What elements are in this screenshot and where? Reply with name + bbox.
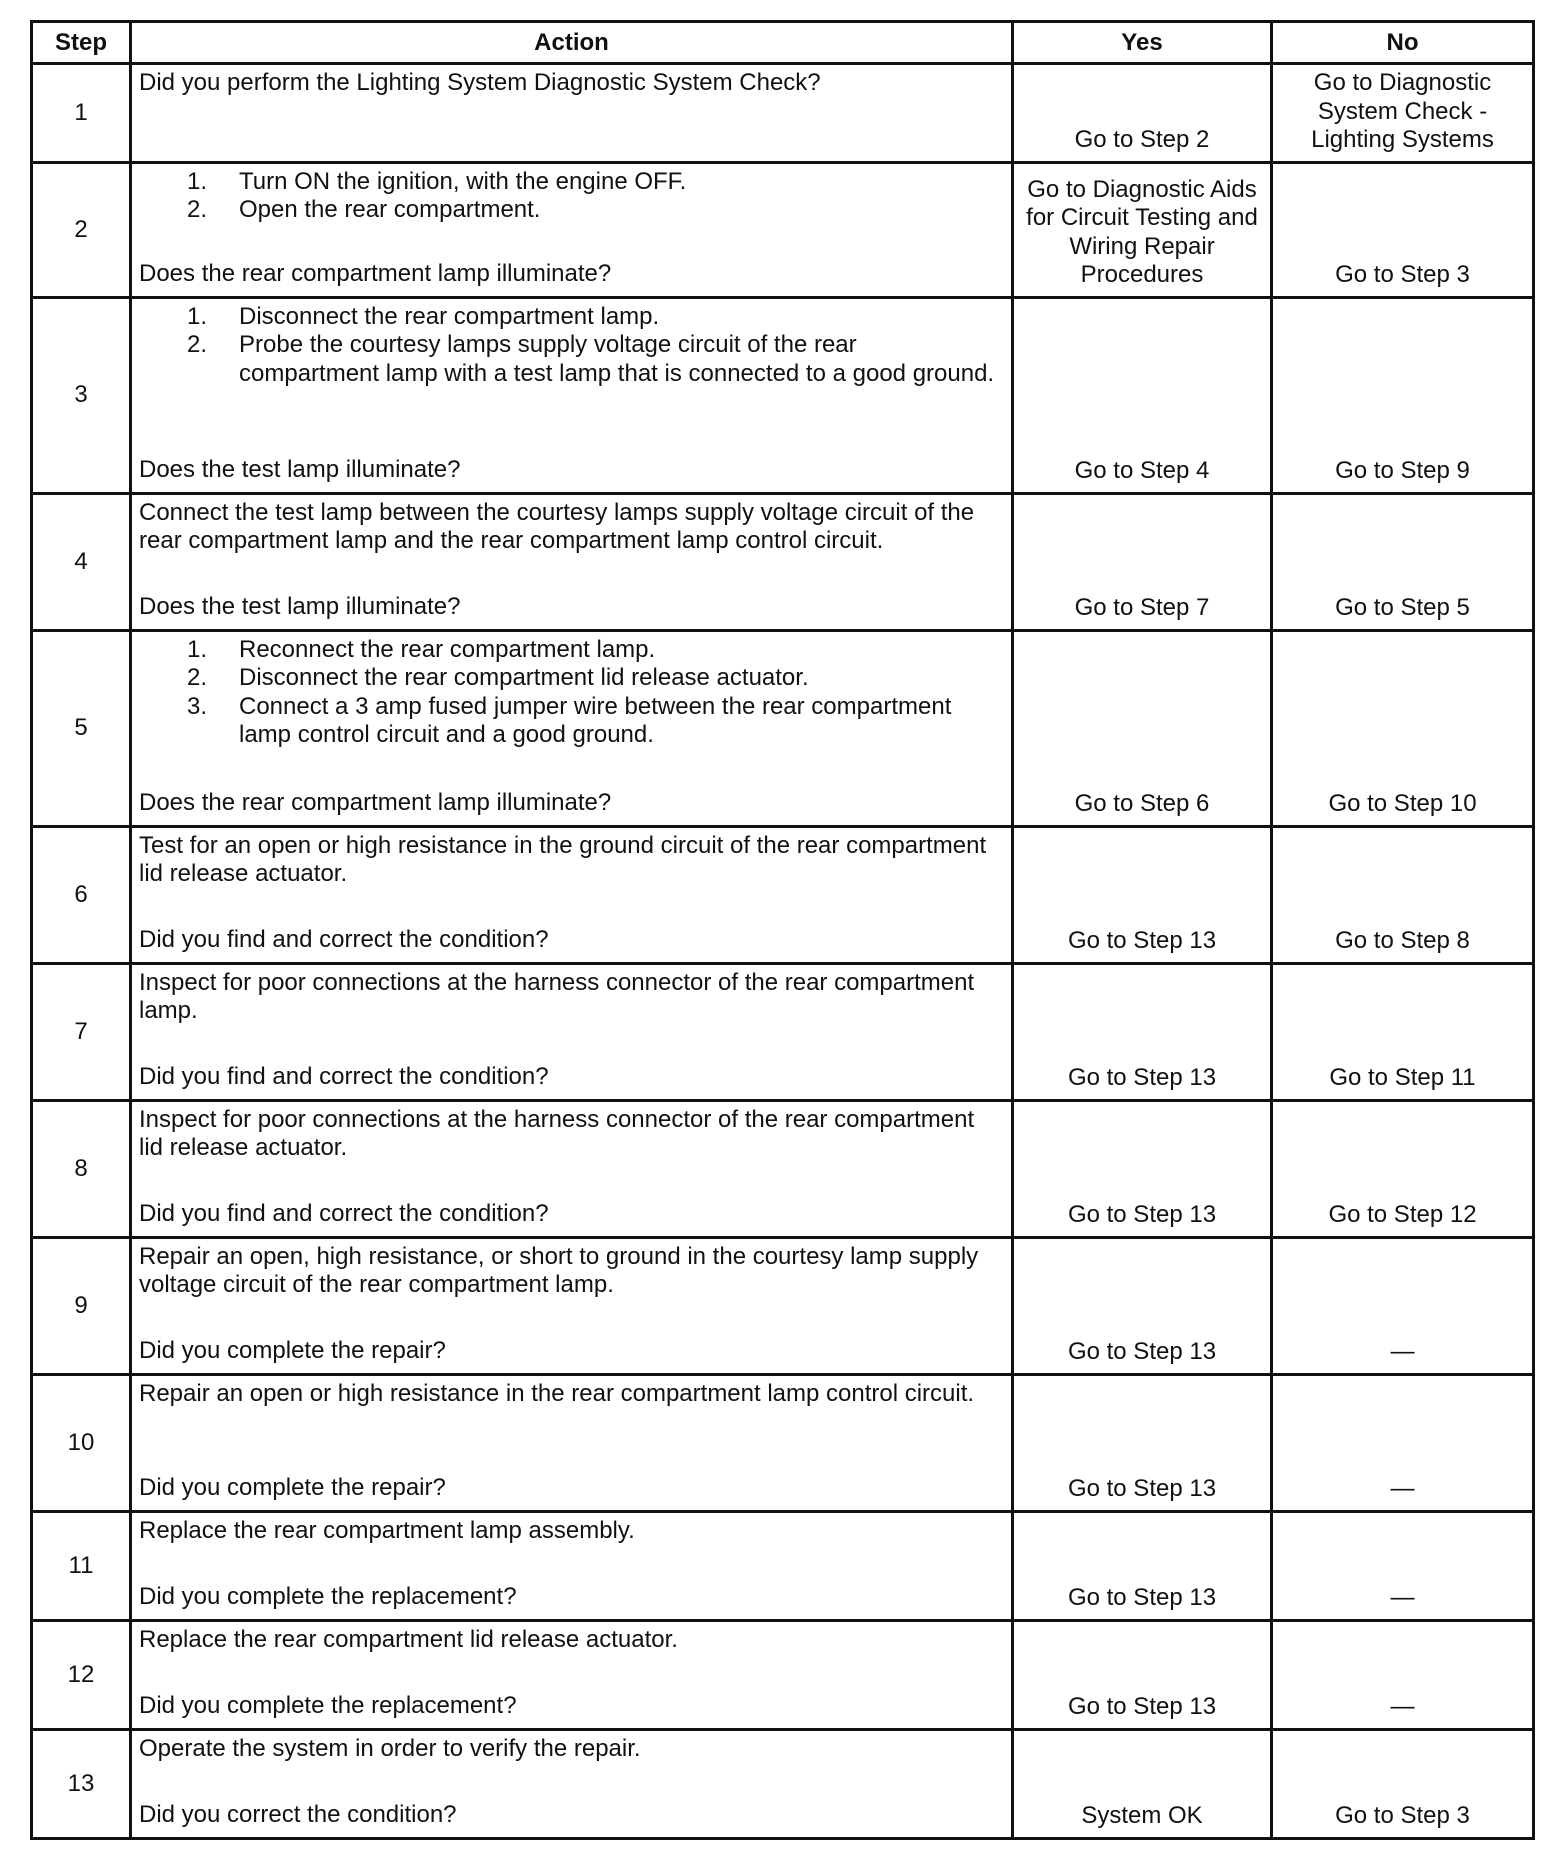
action-question: Did you complete the replacement?: [139, 1583, 517, 1610]
header-action: Action: [131, 22, 1013, 64]
step-number: 6: [32, 826, 131, 963]
action-text: Inspect for poor connections at the harness connector of the rear compartment lid release actuator.: [139, 1105, 975, 1161]
action-text: Inspect for poor connections at the harness connector of the rear compartment lamp.: [139, 968, 975, 1024]
step-number: 9: [32, 1237, 131, 1374]
table-row: [32, 64, 1534, 163]
yes-result: Go to Step 13: [1013, 963, 1272, 1100]
step-number: 4: [32, 493, 131, 630]
action-text: Replace the rear compartment lid release actuator.: [139, 1625, 678, 1653]
action-steps-list: [139, 168, 1003, 225]
action-steps-list: [139, 303, 1003, 389]
yes-result: Go to Step 13: [1013, 1100, 1272, 1237]
no-result: —: [1272, 1374, 1534, 1511]
table-row: [32, 826, 1534, 963]
action-question: Does the test lamp illuminate?: [139, 593, 461, 620]
no-result: —: [1272, 1511, 1534, 1620]
action-text: Did you perform the Lighting System Diagnostic System Check?: [139, 69, 821, 96]
action-cell: [131, 1729, 1013, 1838]
action-question: Did you find and correct the condition?: [139, 1200, 549, 1227]
step-number: 7: [32, 963, 131, 1100]
table-row: [32, 1100, 1534, 1237]
table-row: [32, 1729, 1534, 1838]
yes-result: Go to Step 2: [1013, 64, 1272, 163]
table-row: [32, 1374, 1534, 1511]
action-step-item: Connect a 3 amp fused jumper wire between the rear compartment lamp control circuit and a good ground.: [239, 692, 952, 748]
yes-result: Go to Step 7: [1013, 493, 1272, 630]
action-cell: [131, 826, 1013, 963]
action-steps-list: [139, 636, 1003, 750]
action-step-item: Disconnect the rear compartment lid release actuator.: [239, 664, 809, 691]
action-question: Did you complete the repair?: [139, 1337, 446, 1364]
header-step: Step: [32, 22, 131, 64]
yes-result: Go to Diagnostic Aids for Circuit Testing and Wiring Repair Procedures: [1013, 162, 1272, 297]
action-text: Test for an open or high resistance in the ground circuit of the rear compartment lid release actuator.: [139, 831, 987, 887]
action-question: Does the rear compartment lamp illuminate?: [139, 260, 612, 287]
no-result: Go to Step 8: [1272, 826, 1534, 963]
action-text: Repair an open or high resistance in the rear compartment lamp control circuit.: [139, 1379, 975, 1407]
no-result: Go to Step 11: [1272, 963, 1534, 1100]
action-text: Operate the system in order to verify the repair.: [139, 1734, 641, 1762]
action-cell: [131, 1374, 1013, 1511]
yes-result: System OK: [1013, 1729, 1272, 1838]
action-cell: [131, 963, 1013, 1100]
no-result: Go to Step 5: [1272, 493, 1534, 630]
step-number: 13: [32, 1729, 131, 1838]
step-number: 2: [32, 162, 131, 297]
action-step-item: Disconnect the rear compartment lamp.: [239, 302, 660, 330]
action-cell: [131, 64, 1013, 163]
header-no: No: [1272, 22, 1534, 64]
action-cell: [131, 1100, 1013, 1237]
no-result: Go to Diagnostic System Check - Lighting Systems: [1272, 64, 1534, 163]
action-question: Did you complete the replacement?: [139, 1692, 517, 1719]
step-number: 5: [32, 630, 131, 826]
step-number: 8: [32, 1100, 131, 1237]
action-question: Did you complete the repair?: [139, 1474, 446, 1501]
action-cell: [131, 1620, 1013, 1729]
action-question: Does the rear compartment lamp illuminate?: [139, 789, 612, 816]
action-cell: [131, 1237, 1013, 1374]
table-row: [32, 963, 1534, 1100]
action-question: Did you find and correct the condition?: [139, 926, 549, 953]
no-result: Go to Step 3: [1272, 162, 1534, 297]
step-number: 3: [32, 297, 131, 493]
table-row: [32, 630, 1534, 826]
action-cell: [131, 162, 1013, 297]
yes-result: Go to Step 13: [1013, 1374, 1272, 1511]
table-row: [32, 297, 1534, 493]
no-result: Go to Step 9: [1272, 297, 1534, 493]
step-number: 10: [32, 1374, 131, 1511]
header-row: [32, 22, 1534, 64]
step-number: 1: [32, 64, 131, 163]
no-result: —: [1272, 1237, 1534, 1374]
yes-result: Go to Step 13: [1013, 1620, 1272, 1729]
action-question: Does the test lamp illuminate?: [139, 456, 461, 483]
action-cell: [131, 297, 1013, 493]
step-number: 11: [32, 1511, 131, 1620]
table-row: [32, 162, 1534, 297]
action-step-item: Open the rear compartment.: [239, 196, 541, 223]
table-row: [32, 1511, 1534, 1620]
yes-result: Go to Step 13: [1013, 826, 1272, 963]
diagnostic-table: [30, 20, 1535, 1840]
yes-result: Go to Step 13: [1013, 1511, 1272, 1620]
action-text: Connect the test lamp between the courtesy lamps supply voltage circuit of the rear compartment lamp and the rear compartment lamp control circuit.: [139, 498, 975, 554]
action-text: Replace the rear compartment lamp assembly.: [139, 1516, 635, 1544]
action-text: Repair an open, high resistance, or short to ground in the courtesy lamp supply voltage circuit of the rear compartment lamp.: [139, 1242, 979, 1298]
action-question: Did you find and correct the condition?: [139, 1063, 549, 1090]
table-row: [32, 1620, 1534, 1729]
no-result: Go to Step 12: [1272, 1100, 1534, 1237]
action-cell: [131, 1511, 1013, 1620]
action-step-item: Reconnect the rear compartment lamp.: [239, 635, 656, 663]
header-yes: Yes: [1013, 22, 1272, 64]
action-question: Did you correct the condition?: [139, 1801, 457, 1828]
no-result: Go to Step 10: [1272, 630, 1534, 826]
action-step-item: Turn ON the ignition, with the engine OFF.: [239, 167, 687, 195]
yes-result: Go to Step 6: [1013, 630, 1272, 826]
table-row: [32, 493, 1534, 630]
yes-result: Go to Step 4: [1013, 297, 1272, 493]
step-number: 12: [32, 1620, 131, 1729]
no-result: —: [1272, 1620, 1534, 1729]
no-result: Go to Step 3: [1272, 1729, 1534, 1838]
action-cell: [131, 493, 1013, 630]
yes-result: Go to Step 13: [1013, 1237, 1272, 1374]
action-step-item: Probe the courtesy lamps supply voltage circuit of the rear compartment lamp with a test lamp that is connected to a good ground.: [239, 331, 995, 387]
action-cell: [131, 630, 1013, 826]
table-row: [32, 1237, 1534, 1374]
